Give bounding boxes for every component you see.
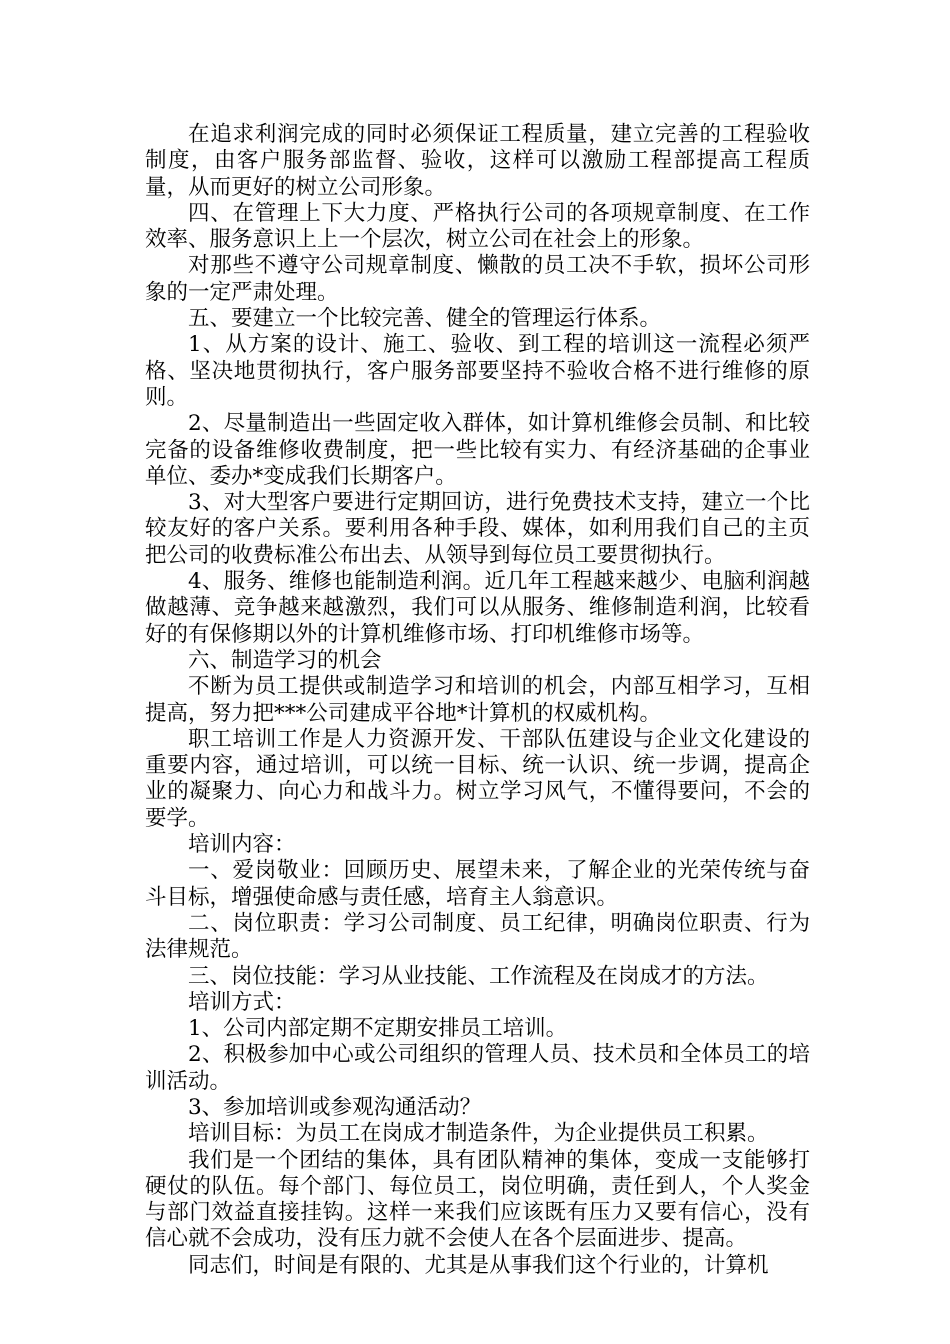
paragraph: 同志们，时间是有限的、尤其是从事我们这个行业的，计算机 xyxy=(188,1252,769,1278)
subheading: 培训内容： xyxy=(188,832,296,858)
paragraph: 四、在管理上下大力度、严格执行公司的各项规章制度、在工作效率、服务意识上上一个层次，树立公司在社会上的形象。 xyxy=(145,200,810,253)
paragraph: 培训目标：为员工在岗成才制造条件，为企业提供员工积累。 xyxy=(188,1121,769,1147)
paragraph: 1、公司内部定期不定期安排员工培训。 xyxy=(188,1016,568,1042)
section-heading: 五、要建立一个比较完善、健全的管理运行体系。 xyxy=(188,306,662,332)
paragraph: 1、从方案的设计、施工、验收、到工程的培训这一流程必须严格、坚决地贯彻执行，客户服务部要坚持不验收合格不进行维修的原则。 xyxy=(145,332,810,410)
paragraph: 4、服务、维修也能制造利润。近几年工程越来越少、电脑利润越做越薄、竞争越来越激烈，我们可以从服务、维修制造利润，比较看好的有保修期以外的计算机维修市场、打印机维修市场等。 xyxy=(145,569,810,647)
paragraph: 一、爱岗敬业：回顾历史、展望未来，了解企业的光荣传统与奋斗目标，增强使命感与责任感，培育主人翁意识。 xyxy=(145,858,810,910)
paragraph: 职工培训工作是人力资源开发、干部队伍建设与企业文化建设的重要内容，通过培训，可以统一目标、统一认识、统一步调，提高企业的凝聚力、向心力和战斗力。树立学习风气，不懂得要问，不会的要学。 xyxy=(145,726,810,831)
paragraph: 2、积极参加中心或公司组织的管理人员、技术员和全体员工的培训活动。 xyxy=(145,1042,810,1094)
paragraph: 不断为员工提供或制造学习和培训的机会，内部互相学习，互相提高，努力把***公司建成平谷地*计算机的权威机构。 xyxy=(145,674,810,726)
section-heading: 六、制造学习的机会 xyxy=(188,647,382,673)
paragraph: 3、对大型客户要进行定期回访，进行免费技术支持，建立一个比较友好的客户关系。要利用各种手段、媒体，如利用我们自己的主页把公司的收费标准公布出去、从领导到每位员工要贯彻执行。 xyxy=(145,490,810,568)
subheading: 培训方式： xyxy=(188,989,296,1015)
paragraph: 我们是一个团结的集体，具有团队精神的集体，变成一支能够打硬仗的队伍。每个部门、每位员工，岗位明确，责任到人，个人奖金与部门效益直接挂钩。这样一来我们应该既有压力又要有信心，没有信心就不会成功，没有压力就不会使人在各个层面进步、提高。 xyxy=(145,1147,810,1252)
paragraph: 2、尽量制造出一些固定收入群体，如计算机维修会员制、和比较完备的设备维修收费制度，把一些比较有实力、有经济基础的企事业单位、委办*变成我们长期客户。 xyxy=(145,411,810,489)
paragraph: 在追求利润完成的同时必须保证工程质量，建立完善的工程验收制度，由客户服务部监督、验收，这样可以激励工程部提高工程质量，从而更好的树立公司形象。 xyxy=(145,122,810,200)
paragraph: 二、岗位职责：学习公司制度、员工纪律，明确岗位职责、行为法律规范。 xyxy=(145,910,810,963)
paragraph: 对那些不遵守公司规章制度、懒散的员工决不手软，损坏公司形象的一定严肃处理。 xyxy=(145,253,810,305)
paragraph: 3、参加培训或参观沟通活动？ xyxy=(188,1094,482,1120)
document-body xyxy=(145,122,810,1279)
paragraph: 三、岗位技能：学习从业技能、工作流程及在岗成才的方法。 xyxy=(188,963,769,989)
